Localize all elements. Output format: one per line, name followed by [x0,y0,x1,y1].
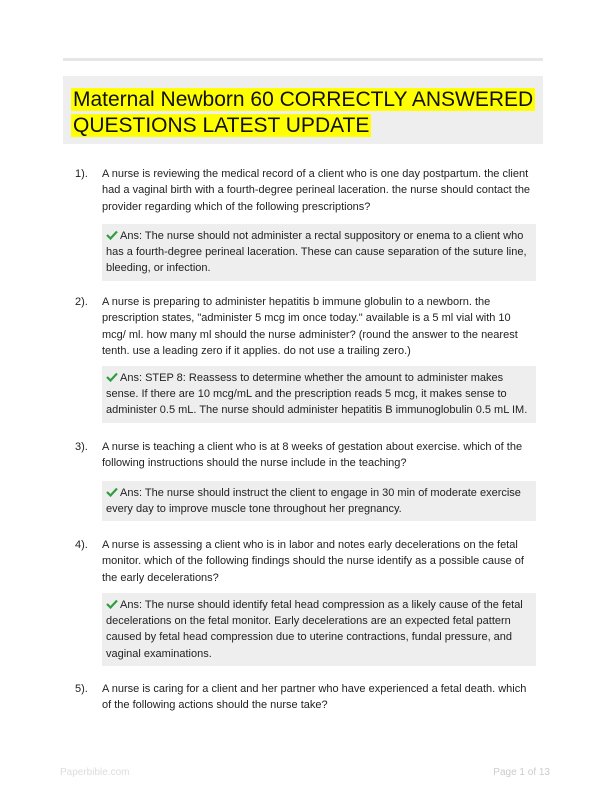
question-number: 1). [75,168,88,180]
question-text: A nurse is assessing a client who is in labor and notes early decelerations on the fetal monitor. which of the following findings should the nurse identify as a possible cause of the early decelerations? [102,539,524,584]
check-icon [106,230,118,240]
answer-box [102,366,536,423]
answer-box [102,224,536,281]
check-icon [106,599,118,609]
answer-box [102,593,536,666]
answer-text: Ans: The nurse should instruct the client to engage in 30 min of moderate exercise every day to improve muscle tone throughout her pregnancy. [106,487,521,516]
answer-text: Ans: The nurse should identify fetal head compression as a likely cause of the fetal decelerations on the fetal monitor. Early decelerations are an expected fetal pattern caused by fetal head compression due to uterine contractions, fundal pressure, and vaginal examinations. [106,599,523,660]
question-number: 4). [75,539,88,551]
question-text: A nurse is reviewing the medical record of a client who is one day postpartum. the client had a vaginal birth with a fourth-degree perineal laceration. the nurse should contact the provider regarding which of the following prescriptions? [102,168,531,213]
answer-text: Ans: The nurse should not administer a rectal suppository or enema to a client who has a fourth-degree perineal laceration. These can cause separation of the suture line, bleeding, or infection. [106,230,527,275]
question-text: A nurse is caring for a client and her partner who have experienced a fetal death. which of the following actions should the nurse take? [102,683,527,712]
question-text: A nurse is preparing to administer hepatitis b immune globulin to a newborn. the prescription states, "administer 5 mcg im once today." available is a 5 ml vial with 10 mcg/ ml. how many ml should the nurse administer? (round the answer to the nearest tenth. use a leading zero if it applies. do not use a trailing zero.) [102,296,518,358]
page-title [71,87,537,139]
answer-box [102,481,536,521]
page-number: Page 1 of 13 [493,767,550,778]
title-box [63,76,543,144]
footer-watermark: Paperbible.com [60,767,130,778]
check-icon [106,487,118,497]
question-number: 3). [75,441,88,453]
question-number: 2). [75,296,88,308]
top-divider [63,58,543,61]
check-icon [106,372,118,382]
question-number: 5). [75,683,88,695]
question-text: A nurse is teaching a client who is at 8 weeks of gestation about exercise. which of the following instructions should the nurse include in the teaching? [102,441,523,470]
title-line-1: Maternal Newborn 60 CORRECTLY ANSWERED [73,88,534,111]
title-line-2: QUESTIONS LATEST UPDATE [73,114,370,137]
answer-text: Ans: STEP 8: Reassess to determine whether the amount to administer makes sense. If there are 10 mcg/mL and the prescription reads 5 mcg, it makes sense to administer 0.5 mL. The nurse should administer hepatitis B immunoglobulin 0.5 mL IM. [106,372,528,417]
